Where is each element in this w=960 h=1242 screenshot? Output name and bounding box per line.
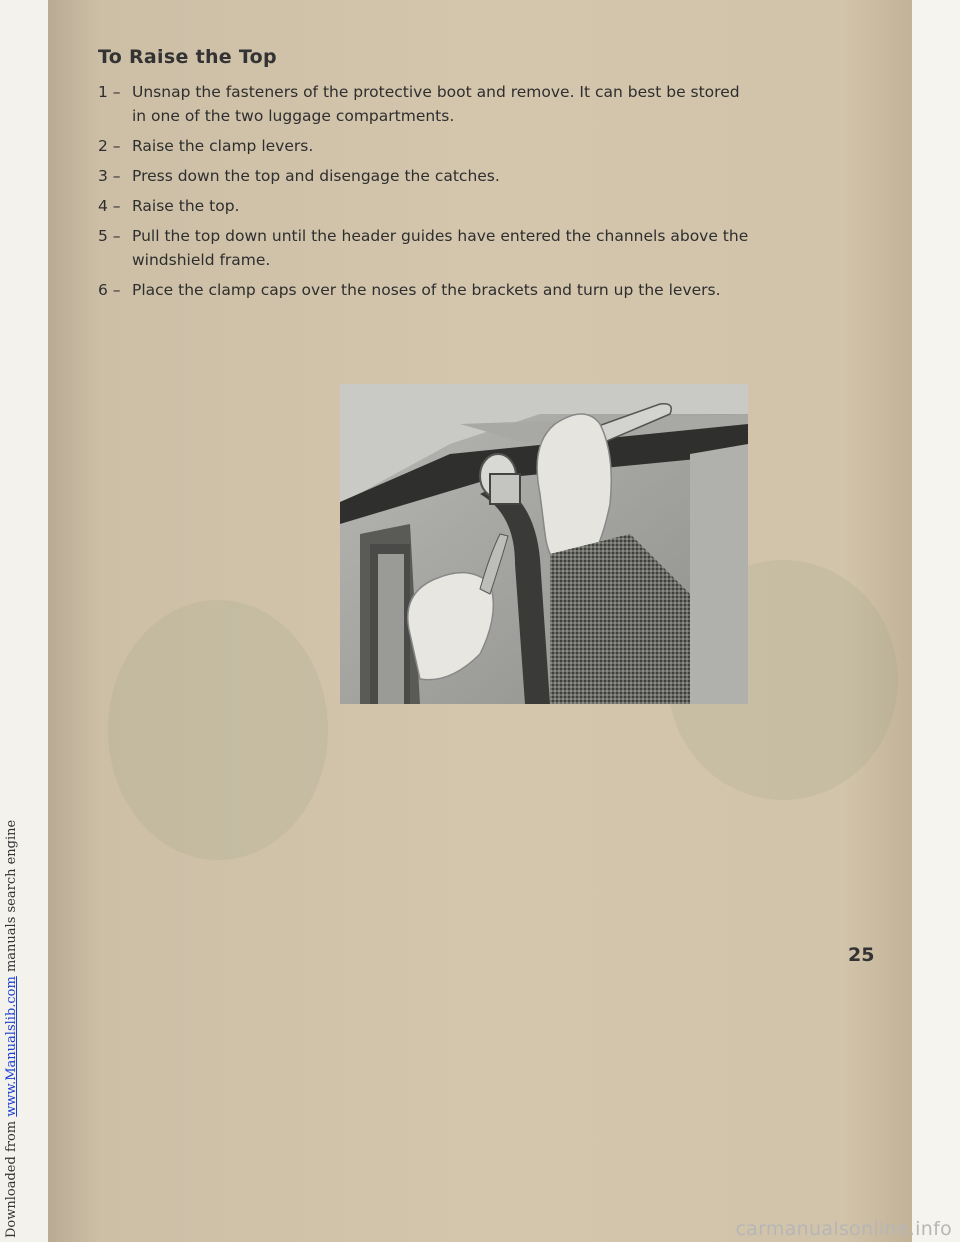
- step-text: Pull the top down until the header guides have entered the channels above the windshield frame.: [132, 227, 749, 269]
- step-number: 2 –: [98, 137, 121, 155]
- page-stain: [108, 600, 328, 860]
- carmanualsonline-watermark: carmanualsonline.info: [735, 1218, 952, 1240]
- manualslib-link[interactable]: www.Manualslib.com: [4, 976, 19, 1117]
- clamp-photo-illustration: [340, 384, 748, 704]
- instruction-step: [98, 224, 758, 272]
- page-number: 25: [848, 944, 875, 966]
- step-text: Place the clamp caps over the noses of the brackets and turn up the levers.: [132, 281, 721, 299]
- step-text: Unsnap the fasteners of the protective boot and remove. It can best be stored in one of the two luggage compartments.: [132, 83, 740, 125]
- instruction-step: [98, 278, 758, 302]
- right-margin: [912, 0, 960, 1242]
- step-number: 1 –: [98, 83, 121, 101]
- step-number: 6 –: [98, 281, 121, 299]
- watermark-suffix: manuals search engine: [4, 819, 19, 977]
- step-text: Press down the top and disengage the catches.: [132, 167, 500, 185]
- watermark-prefix: Downloaded from: [4, 1116, 19, 1238]
- instruction-step: [98, 80, 758, 128]
- section-heading: To Raise the Top: [98, 46, 277, 68]
- step-number: 4 –: [98, 197, 121, 215]
- step-number: 3 –: [98, 167, 121, 185]
- step-text: Raise the clamp levers.: [132, 137, 314, 155]
- step-text: Raise the top.: [132, 197, 240, 215]
- step-number: 5 –: [98, 227, 121, 245]
- instruction-list: [98, 80, 758, 308]
- manualslib-watermark: [4, 820, 19, 1238]
- instruction-step: [98, 164, 758, 188]
- top-clamp-photo: [340, 384, 748, 704]
- instruction-step: [98, 194, 758, 218]
- instruction-step: [98, 134, 758, 158]
